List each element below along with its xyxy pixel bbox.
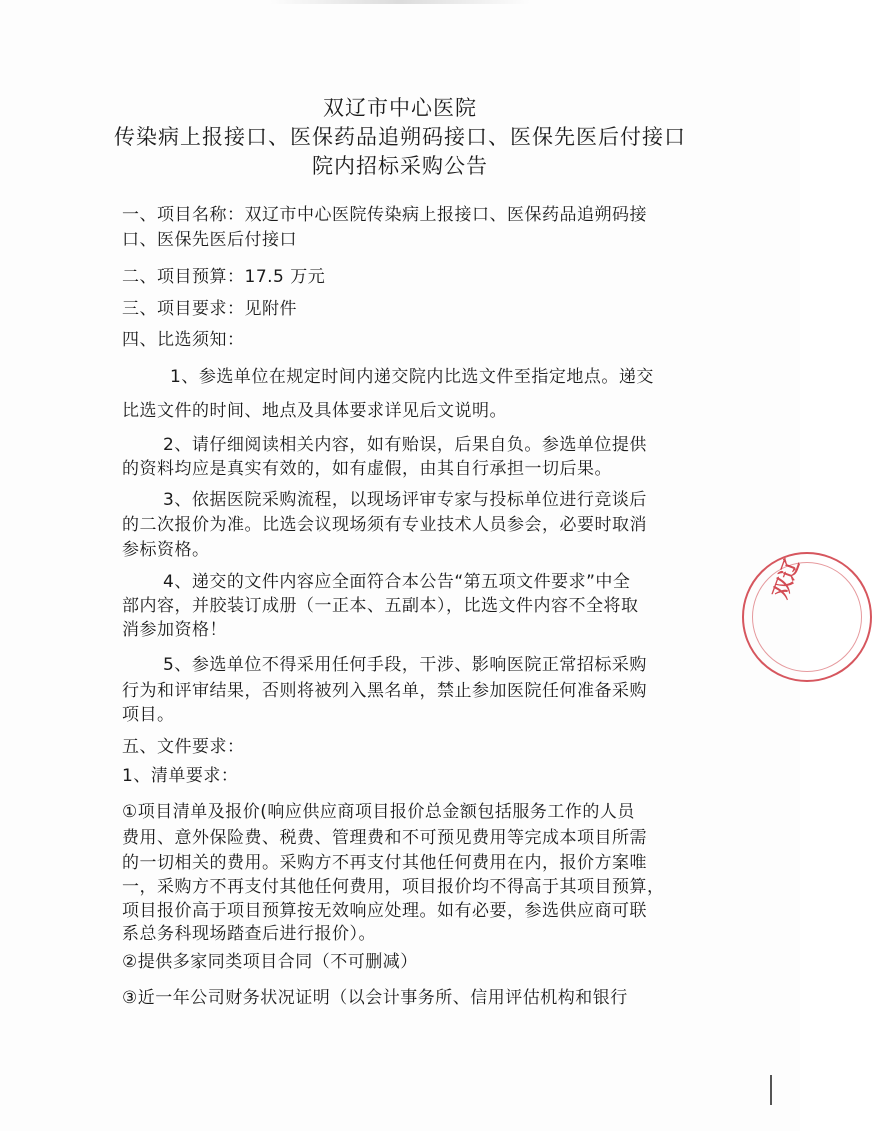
requirement-1-line5: 项目报价高于项目预算按无效响应处理。如有必要，参选供应商可联 [122, 901, 647, 921]
notice-4-line1: 4、递交的文件内容应全面符合本公告“第五项文件要求”中全 [163, 572, 631, 592]
notice-5-line1: 5、参选单位不得采用任何手段，干涉、影响医院正常招标采购 [163, 655, 647, 675]
notice-1-line2: 比选文件的时间、地点及具体要求详见后文说明。 [122, 401, 507, 421]
seal-text: 双辽 [767, 555, 804, 602]
project-requirements: 三、项目要求：见附件 [122, 299, 297, 319]
notice-5-line2: 行为和评审结果，否则将被列入黑名单，禁止参加医院任何准备采购 [122, 681, 647, 701]
notice-3-line2: 的二次报价为准。比选会议现场须有专业技术人员参会，必要时取消 [122, 515, 647, 535]
notice-3-line1: 3、依据医院采购流程，以现场评审专家与投标单位进行竞谈后 [163, 490, 647, 510]
notice-4-line3: 消参加资格！ [122, 620, 227, 640]
scan-smudge [270, 0, 530, 4]
scan-margin-mark [770, 1075, 772, 1105]
project-budget: 二、项目预算：17.5 万元 [122, 267, 326, 287]
requirement-1-line4: 一，采购方不再支付其他任何费用，项目报价均不得高于其项目预算， [122, 877, 665, 897]
official-seal-stamp [742, 552, 872, 682]
selection-notice-heading: 四、比选须知： [122, 330, 245, 350]
document-title-hospital: 双辽市中心医院 [323, 96, 477, 120]
notice-2-line2: 的资料均应是真实有效的，如有虚假，由其自行承担一切后果。 [122, 459, 612, 479]
document-title-subject: 传染病上报接口、医保药品追朔码接口、医保先医后付接口 [114, 125, 686, 149]
notice-3-line3: 参标资格。 [122, 540, 210, 560]
requirement-1-line3: 的一切相关的费用。采购方不再支付其他任何费用在内，报价方案唯 [122, 853, 647, 873]
document-title-announcement: 院内招标采购公告 [312, 154, 488, 178]
notice-5-line3: 项目。 [122, 705, 175, 725]
project-name-line1: 一、项目名称：双辽市中心医院传染病上报接口、医保药品追朔码接 [122, 205, 647, 225]
notice-1-line1: 1、参选单位在规定时间内递交院内比选文件至指定地点。递交 [170, 367, 654, 387]
list-requirements-heading: 1、清单要求： [122, 766, 239, 786]
requirement-3: ③近一年公司财务状况证明（以会计事务所、信用评估机构和银行 [122, 988, 628, 1008]
requirement-1-line2: 费用、意外保险费、税费、管理费和不可预见费用等完成本项目所需 [122, 828, 647, 848]
requirement-1-line1: ①项目清单及报价(响应供应商项目报价总金额包括服务工作的人员 [122, 802, 635, 822]
document-requirements-heading: 五、文件要求： [122, 737, 245, 757]
notice-2-line1: 2、请仔细阅读相关内容，如有贻误，后果自负。参选单位提供 [163, 435, 647, 455]
project-name-line2: 口、医保先医后付接口 [122, 230, 297, 250]
requirement-1-line6: 系总务科现场踏查后进行报价）。 [122, 924, 376, 944]
notice-4-line2: 部内容，并胶装订成册（一正本、五副本），比选文件内容不全将取 [122, 596, 639, 616]
requirement-2: ②提供多家同类项目合同（不可删减） [122, 952, 418, 972]
